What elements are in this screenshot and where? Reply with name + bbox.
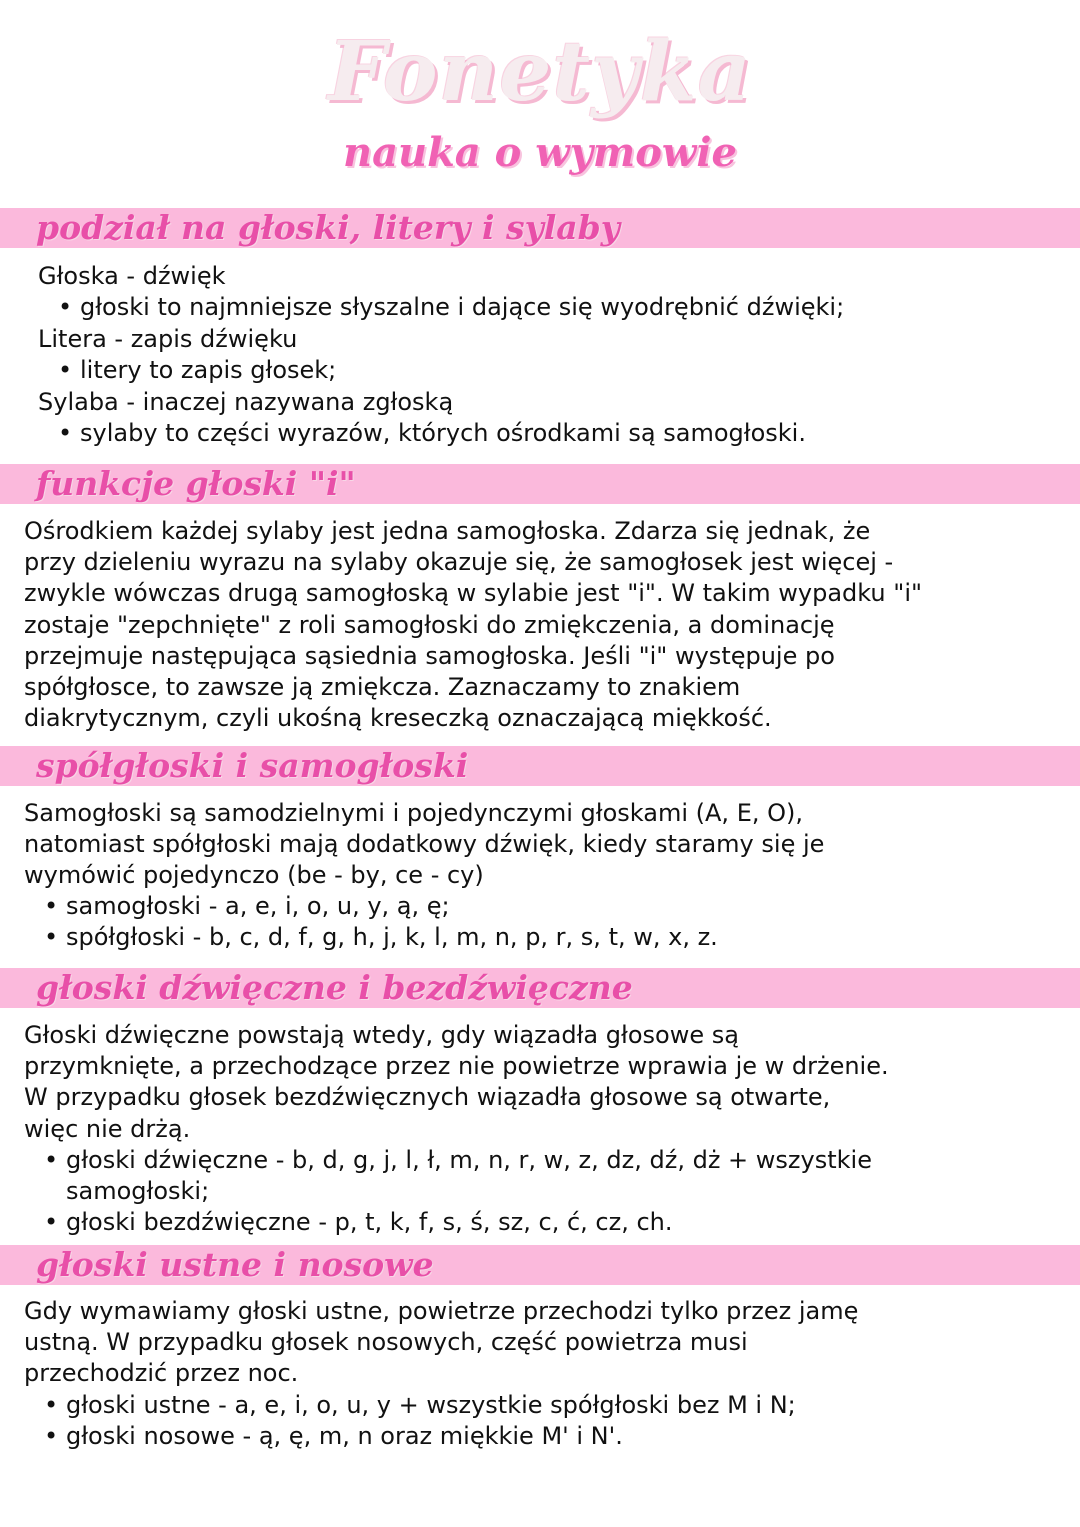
list-item: • głoski to najmniejsze słyszalne i dające się wyodrębnić dźwięki; [58, 292, 844, 323]
term-line: Sylaba - inaczej nazywana zgłoską [38, 388, 454, 416]
term-line: Głoska - dźwięk [38, 262, 226, 290]
paragraph-line: diakrytycznym, czyli ukośną kreseczką oznaczającą miękkość. [24, 704, 772, 733]
list-item: • głoski dźwięczne - b, d, g, j, l, ł, m, n, r, w, z, dz, dź, dż + wszystkie samogłoski; [44, 1145, 944, 1207]
list-item: • głoski bezdźwięczne - p, t, k, f, s, ś, sz, c, ć, cz, ch. [44, 1207, 944, 1238]
paragraph-line: Samogłoski są samodzielnymi i pojedynczymi głoskami (A, E, O), [24, 799, 803, 827]
paragraph-line: zwykle wówczas drugą samogłoską w sylabie jest "i". W takim wypadku "i" [24, 579, 923, 608]
paragraph [24, 1020, 889, 1145]
paragraph-line: natomiast spółgłoski mają dodatkowy dźwięk, kiedy staramy się je [24, 830, 825, 859]
bullet-list [58, 418, 806, 449]
paragraph [24, 1296, 858, 1390]
bullet-list [58, 292, 844, 323]
paragraph-line: Głoski dźwięczne powstają wtedy, gdy wiązadła głosowe są [24, 1021, 739, 1049]
paragraph-line: W przypadku głosek bezdźwięcznych wiązadła głosowe są otwarte, [24, 1083, 831, 1112]
paragraph [24, 516, 922, 734]
bullet-list [44, 1390, 796, 1452]
paragraph-line: przejmuje następująca sąsiednia samogłoska. Jeśli "i" występuje po [24, 641, 835, 670]
section-heading: spółgłoski i samogłoski [36, 746, 469, 785]
bullet-list [58, 355, 336, 386]
paragraph-line: przechodzić przez noc. [24, 1359, 299, 1388]
term-line: Litera - zapis dźwięku [38, 325, 298, 353]
paragraph-line: Gdy wymawiamy głoski ustne, powietrze przechodzi tylko przez jamę [24, 1297, 859, 1325]
section-heading: głoski ustne i nosowe [36, 1245, 434, 1284]
paragraph-line: przy dzieleniu wyrazu na sylaby okazuje się, że samogłosek jest więcej - [24, 548, 894, 577]
paragraph-line: więc nie drżą. [24, 1114, 191, 1143]
paragraph-line: ustną. W przypadku głosek nosowych, część powietrza musi [24, 1328, 748, 1357]
paragraph-line: przymknięte, a przechodzące przez nie powietrze wprawia je w drżenie. [24, 1052, 889, 1081]
paragraph-line: zostaje "zepchnięte" z roli samogłoski do zmiękczenia, a dominację [24, 610, 835, 639]
bullet-list [44, 891, 718, 953]
list-item: • spółgłoski - b, c, d, f, g, h, j, k, l, m, n, p, r, s, t, w, x, z. [44, 922, 718, 953]
section-heading: podział na głoski, litery i sylaby [36, 208, 620, 247]
section-heading: głoski dźwięczne i bezdźwięczne [36, 968, 633, 1007]
list-item: • samogłoski - a, e, i, o, u, y, ą, ę; [44, 891, 718, 922]
section-heading: funkcje głoski "i" [36, 464, 356, 503]
page-subtitle: nauka o wymowie [342, 129, 737, 176]
list-item: • litery to zapis głosek; [58, 355, 336, 386]
bullet-list [44, 1145, 944, 1239]
paragraph-line: Ośrodkiem każdej sylaby jest jedna samogłoska. Zdarza się jednak, że [24, 517, 871, 545]
list-item: • sylaby to części wyrazów, których ośrodkami są samogłoski. [58, 418, 806, 449]
paragraph-line: wymówić pojedynczo (be - by, ce - cy) [24, 861, 484, 890]
paragraph-line: spółgłosce, to zawsze ją zmiękcza. Zaznaczamy to znakiem [24, 673, 741, 702]
list-item: • głoski nosowe - ą, ę, m, n oraz miękkie M' i N'. [44, 1421, 796, 1452]
page-title: Fonetyka [328, 24, 752, 120]
paragraph [24, 798, 824, 892]
list-item: • głoski ustne - a, e, i, o, u, y + wszystkie spółgłoski bez M i N; [44, 1390, 796, 1421]
